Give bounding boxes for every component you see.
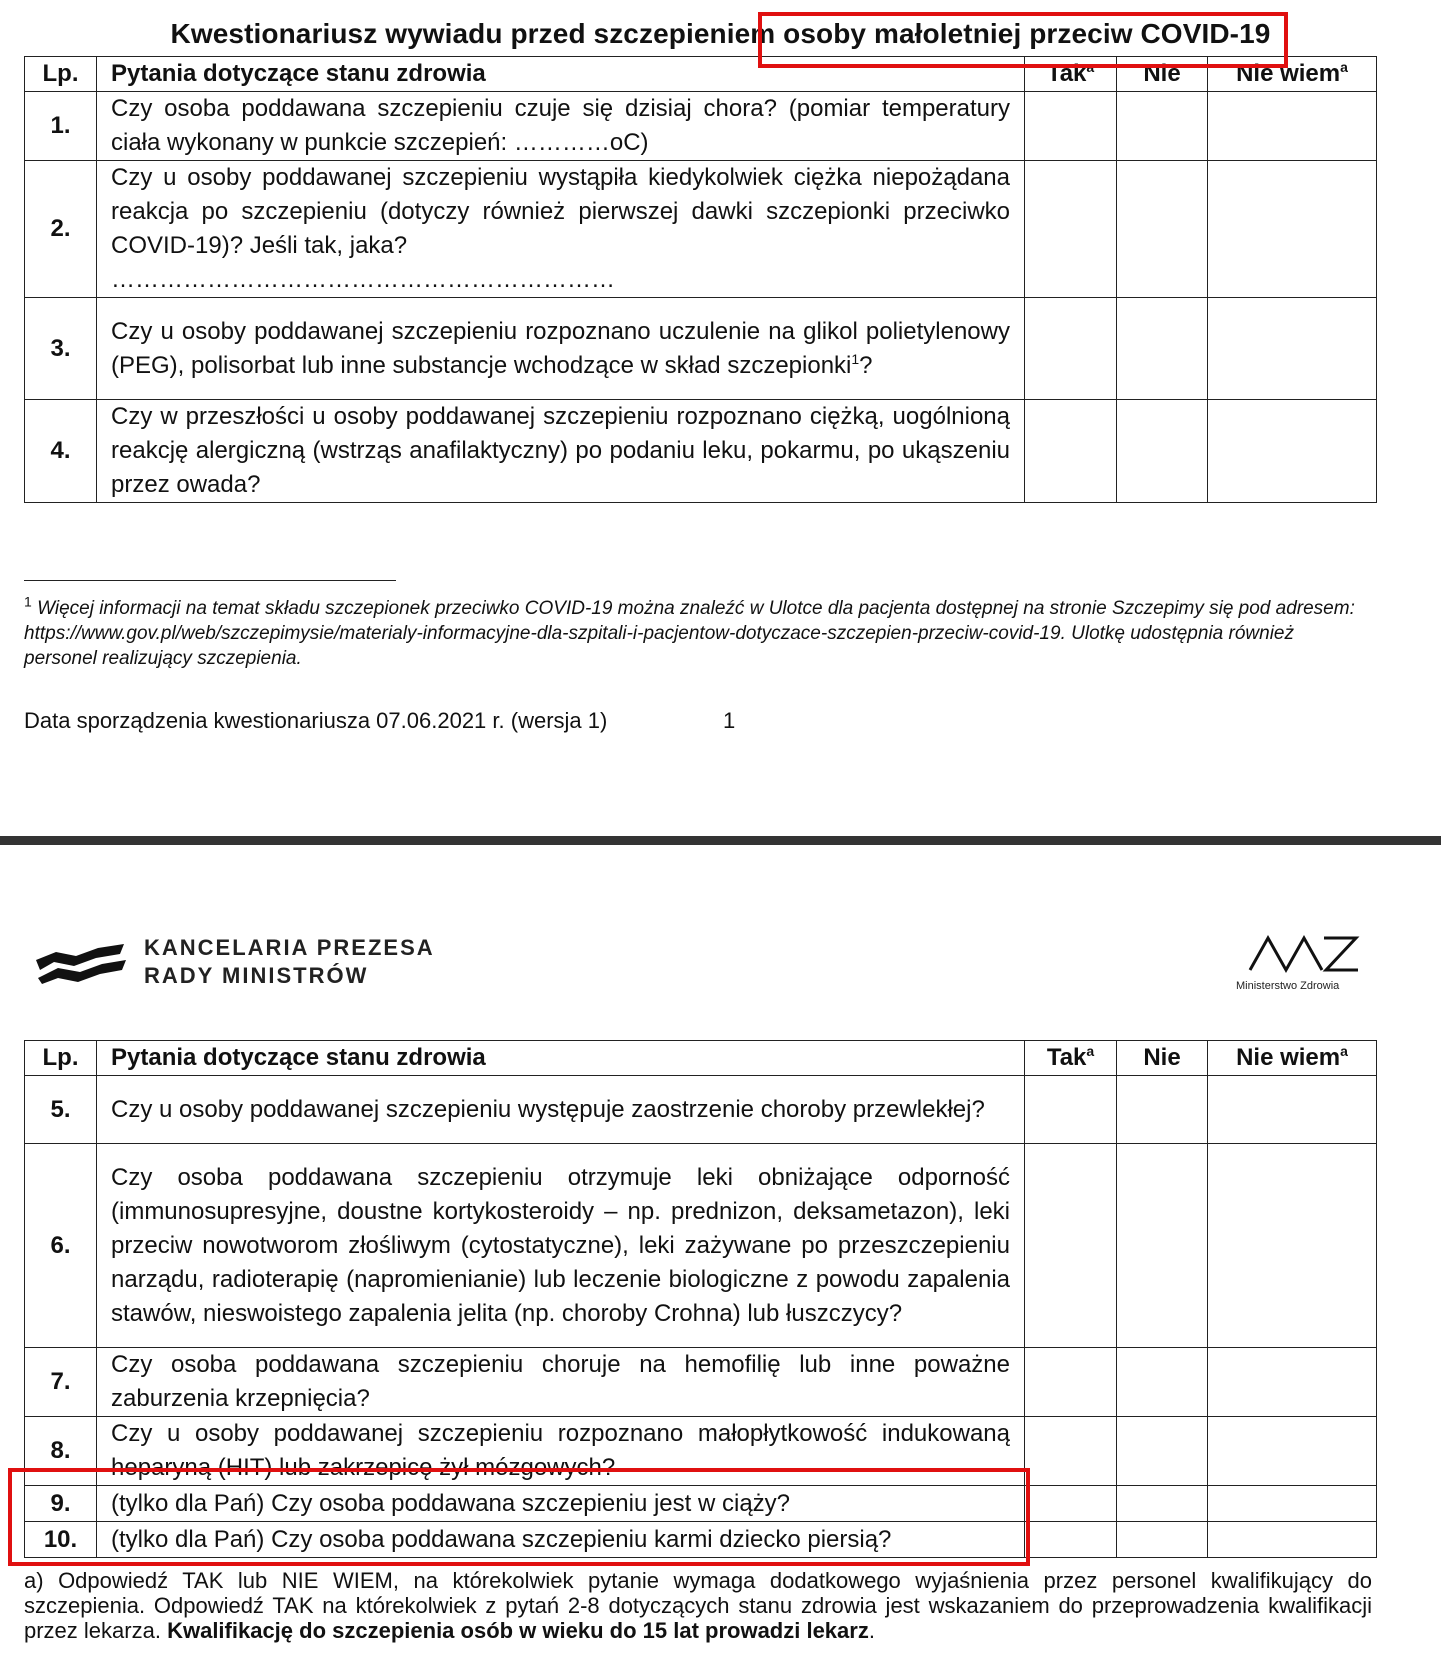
- answer-yes-cell[interactable]: [1025, 1144, 1117, 1348]
- highlight-box-title: [758, 12, 1288, 68]
- answer-no-cell[interactable]: [1117, 1522, 1208, 1558]
- row-number: 6.: [25, 1144, 97, 1348]
- kprm-logo-icon: [34, 936, 130, 984]
- row-number: 7.: [25, 1348, 97, 1417]
- answer-dont-know-cell[interactable]: [1208, 161, 1377, 298]
- question-text: Czy osoba poddawana szczepieniu czuje się dzisiaj chora? (pomiar temperatury ciała wykonany w punkcie szczepień: …………oC): [97, 92, 1025, 161]
- footnote: $^1$ Więcej informacji na temat składu szczepionek przeciwko COVID-19 można znaleźć w Ulotce dla pacjenta dostępnej na stronie Szczepimy się pod adresem: https://www.gov.pl/web/szczepimysie/materialy-informacyjne-dla-szpitali-i-pacjentow-dotyczace-szczepien-przeciw-covid-19. Ulotkę udostępnia również personel realizujący szczepienia.: [24, 593, 1355, 669]
- header-yes: Tak$^a$: [1025, 1041, 1117, 1076]
- answer-no-cell[interactable]: [1117, 1486, 1208, 1522]
- answer-no-cell[interactable]: [1117, 400, 1208, 503]
- answer-no-cell[interactable]: [1117, 92, 1208, 161]
- question-text: Czy u osoby poddawanej szczepieniu wystąpiła kiedykolwiek ciężka niepożądana reakcja po szczepieniu (dotyczy również pierwszej dawki szczepionki przeciwko COVID-19)? Jeśli tak, jaka? ………………………………………………………: [97, 161, 1025, 298]
- table-header-row: [25, 1041, 1377, 1076]
- answer-yes-cell[interactable]: [1025, 1348, 1117, 1417]
- document-date: Data sporządzenia kwestionariusza 07.06.2021 r. (wersja 1): [24, 708, 608, 733]
- answer-dont-know-cell[interactable]: [1208, 1522, 1377, 1558]
- answer-yes-cell[interactable]: [1025, 1486, 1117, 1522]
- header-dont-know: Nie wiem$^a$: [1208, 1041, 1377, 1076]
- highlight-box-questions-9-10: [8, 1468, 1030, 1566]
- answer-dont-know-cell[interactable]: [1208, 298, 1377, 400]
- header-no: Nie: [1117, 57, 1208, 92]
- table-row: [25, 1076, 1377, 1144]
- answer-blank-line: ………………………………………………………: [111, 266, 615, 293]
- header-yes: Tak$^a$: [1025, 57, 1117, 92]
- header-no: Nie: [1117, 1041, 1208, 1076]
- footnote-separator: [24, 580, 396, 581]
- table-row: [25, 298, 1377, 400]
- answer-no-cell[interactable]: [1117, 298, 1208, 400]
- table-row: [25, 1144, 1377, 1348]
- page-divider: [0, 836, 1441, 845]
- answer-dont-know-cell[interactable]: [1208, 400, 1377, 503]
- table-row: [25, 1348, 1377, 1417]
- question-text: Czy w przeszłości u osoby poddawanej szczepieniu rozpoznano ciężką, uogólnioną reakcję alergiczną (wstrząs anafilaktyczny) po podaniu leku, pokarmu, po ukąszeniu przez owada?: [97, 400, 1025, 503]
- answer-yes-cell[interactable]: [1025, 400, 1117, 503]
- answer-no-cell[interactable]: [1117, 1076, 1208, 1144]
- table-row: [25, 161, 1377, 298]
- question-text: Czy osoba poddawana szczepieniu choruje na hemofilię lub inne poważne zaburzenia krzepnięcia?: [97, 1348, 1025, 1417]
- header-dont-know: Nie wiem$^a$: [1208, 57, 1377, 92]
- answer-yes-cell[interactable]: [1025, 161, 1117, 298]
- answer-no-cell[interactable]: [1117, 161, 1208, 298]
- question-text: Czy osoba poddawana szczepieniu otrzymuje leki obniżające odporność (immunosupresyjne, doustne kortykosteroidy – np. prednizon, deksametazon), leki przeciw nowotworom złośliwym (cytostatyczne), leki zażywane po przeszczepieniu narządu, radioterapię (napromienianie) lub leczenie biologiczne z powodu zapalenia stawów, nieswoistego zapalenia jelita (np. choroby Crohna) lub łuszczycy?: [97, 1144, 1025, 1348]
- header-questions: Pytania dotyczące stanu zdrowia: [97, 57, 1025, 92]
- answer-dont-know-cell[interactable]: [1208, 1144, 1377, 1348]
- table-row: [25, 92, 1377, 161]
- row-number: 5.: [25, 1076, 97, 1144]
- ministry-logo-caption: Ministerstwo Zdrowia: [1236, 980, 1340, 992]
- kprm-logo-text: KANCELARIA PREZESA RADY MINISTRÓW: [144, 935, 435, 988]
- answer-no-cell[interactable]: [1117, 1348, 1208, 1417]
- header-questions: Pytania dotyczące stanu zdrowia: [97, 1041, 1025, 1076]
- row-number: 9.: [25, 1486, 97, 1522]
- header-lp: Lp.: [25, 57, 97, 92]
- answer-no-cell[interactable]: [1117, 1144, 1208, 1348]
- row-number: 10.: [25, 1522, 97, 1558]
- answer-yes-cell[interactable]: [1025, 92, 1117, 161]
- question-text: (tylko dla Pań) Czy osoba poddawana szczepieniu karmi dziecko piersią?: [97, 1522, 1025, 1558]
- question-text: (tylko dla Pań) Czy osoba poddawana szczepieniu jest w ciąży?: [97, 1486, 1025, 1522]
- answer-yes-cell[interactable]: [1025, 1417, 1117, 1486]
- row-number: 4.: [25, 400, 97, 503]
- answer-dont-know-cell[interactable]: [1208, 1348, 1377, 1417]
- page-number: 1: [723, 708, 736, 733]
- question-text: Czy u osoby poddawanej szczepieniu rozpoznano małopłytkowość indukowaną heparyną (HIT) lub zakrzepicę żył mózgowych?: [97, 1417, 1025, 1486]
- questionnaire-title: Kwestionariusz wywiadu przed szczepieniem osoby małoletniej przeciw COVID-19: [170, 18, 1271, 49]
- health-questions-table-1: [24, 56, 1377, 503]
- answer-dont-know-cell[interactable]: [1208, 1076, 1377, 1144]
- question-text: Czy u osoby poddawanej szczepieniu występuje zaostrzenie choroby przewlekłej?: [97, 1076, 1025, 1144]
- footnote-ref: 1: [851, 350, 860, 367]
- ministry-of-health-logo-icon: [1248, 934, 1362, 974]
- row-number: 3.: [25, 298, 97, 400]
- question-text: Czy u osoby poddawanej szczepieniu rozpoznano uczulenie na glikol polietylenowy (PEG), polisorbat lub inne substancje wchodzące w skład szczepionki$^1$?: [97, 298, 1025, 400]
- answer-note: a) Odpowiedź TAK lub NIE WIEM, na którekolwiek pytanie wymaga dodatkowego wyjaśnienia przez personel kwalifikujący do szczepienia. Odpowiedź TAK na którekolwiek z pytań 2-8 dotyczących stanu zdrowia jest wskazaniem do przeprowadzenia kwalifikacji przez lekarza. Kwalifikację do szczepienia osób w wieku do 15 lat prowadzi lekarz.: [24, 1568, 1372, 1643]
- row-number: 8.: [25, 1417, 97, 1486]
- row-number: 1.: [25, 92, 97, 161]
- answer-yes-cell[interactable]: [1025, 298, 1117, 400]
- table-row: [25, 400, 1377, 503]
- answer-yes-cell[interactable]: [1025, 1522, 1117, 1558]
- answer-dont-know-cell[interactable]: [1208, 1486, 1377, 1522]
- header-lp: Lp.: [25, 1041, 97, 1076]
- answer-yes-cell[interactable]: [1025, 1076, 1117, 1144]
- answer-no-cell[interactable]: [1117, 1417, 1208, 1486]
- answer-dont-know-cell[interactable]: [1208, 1417, 1377, 1486]
- answer-dont-know-cell[interactable]: [1208, 92, 1377, 161]
- row-number: 2.: [25, 161, 97, 298]
